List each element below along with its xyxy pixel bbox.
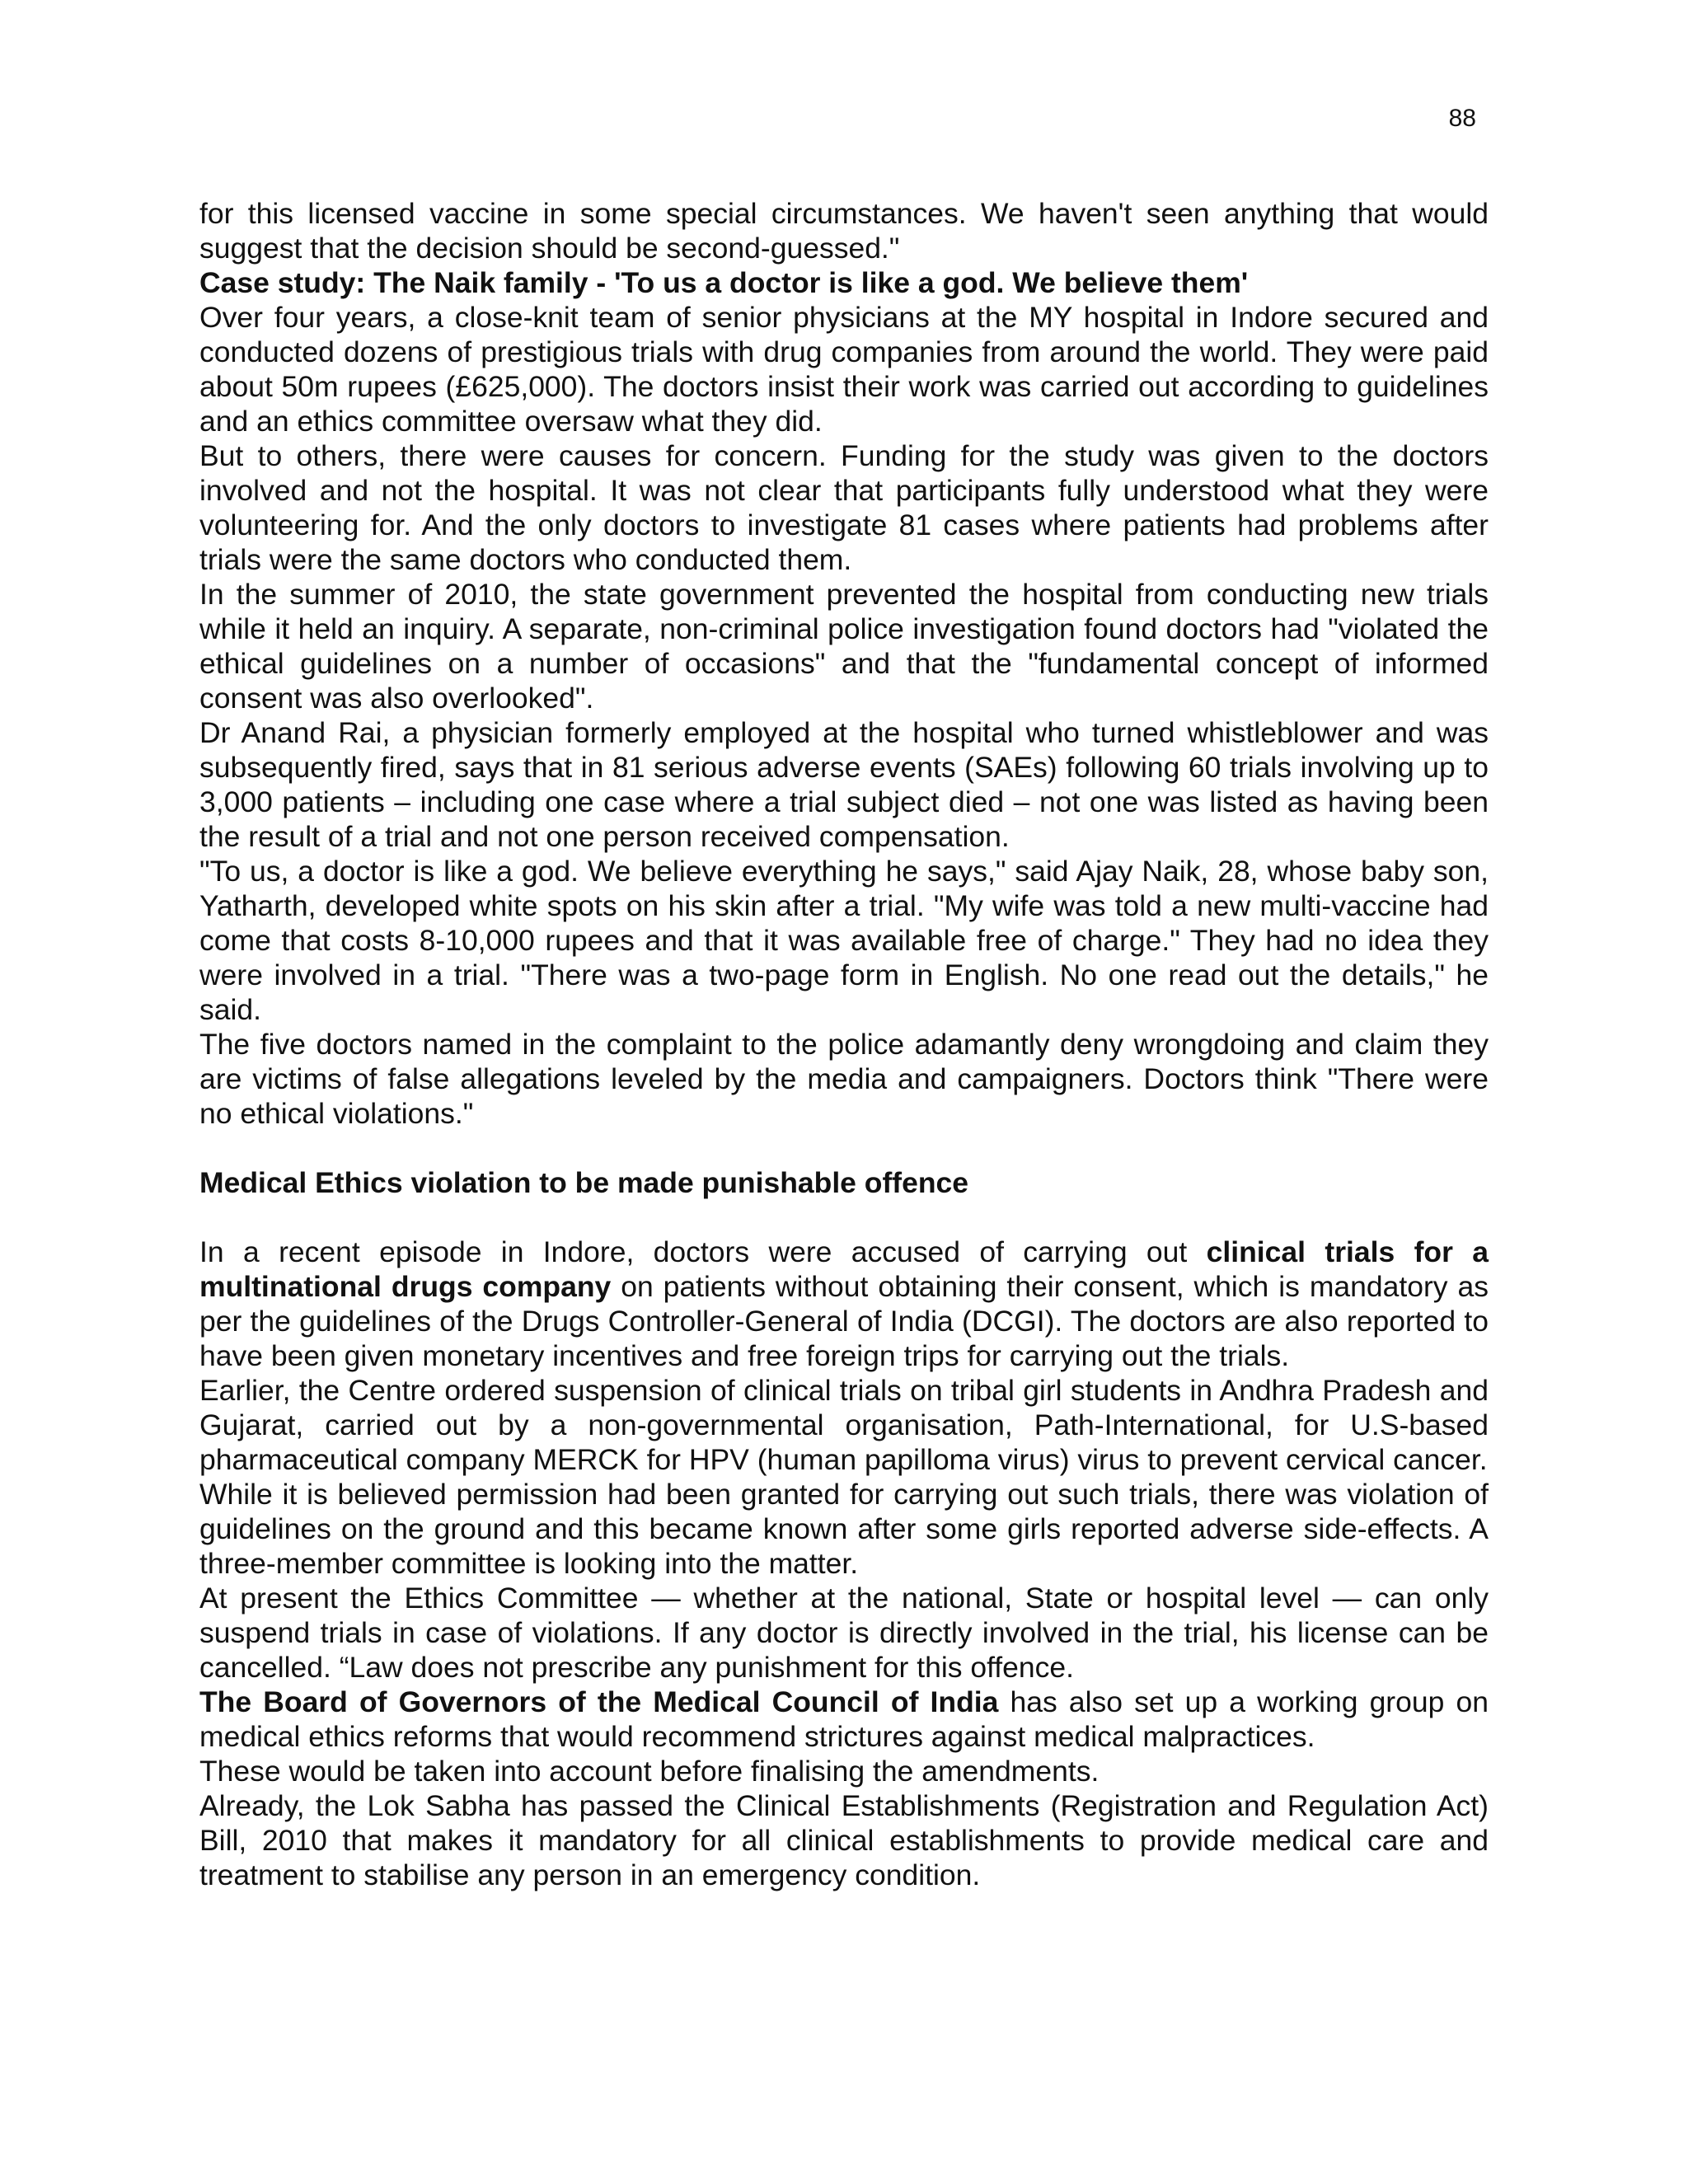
page-number: 88 [1448,105,1476,132]
section-heading: Medical Ethics violation to be made punishable offence [199,1166,969,1199]
ethics-paragraph-6: These would be taken into account before finalising the amendments. [199,1755,1100,1788]
ethics-paragraph-1-bold: clinical trials for a multinational drugs company [199,1235,1489,1303]
ethics-paragraph-5-bold: The Board of Governors of the Medical Council of India [199,1685,999,1718]
case-study-paragraph-5: "To us, a doctor is like a god. We believe everything he says," said Ajay Naik, 28, whose baby son, Yatharth, developed white spots on his skin after a trial. "My wife was told a new multi-vaccine had come that costs 8-10,000 rupees and that it was available free of charge." They had no idea they were involved in a trial. "There was a two-page form in English. No one read out the details," he said. [199,855,1489,1026]
ethics-paragraph-1-end: on patients without obtaining their consent, which is mandatory as per the guidelines of the Drugs Controller-General of India (DCGI). The doctors are also reported to have been given monetary incentives and free foreign trips for carrying out the trials. [199,1270,1489,1372]
intro-paragraph: for this licensed vaccine in some special circumstances. We haven't seen anything that would suggest that the decision should be second-guessed." [199,197,1489,265]
case-study-paragraph-3: In the summer of 2010, the state government prevented the hospital from conducting new trials while it held an inquiry. A separate, non-criminal police investigation found doctors had "violated the ethical guidelines on a number of occasions" and that the "fundamental concept of informed consent was also overlooked". [199,578,1489,715]
case-study-paragraph-4: Dr Anand Rai, a physician formerly employed at the hospital who turned whistleblower and was subsequently fired, says that in 81 serious adverse events (SAEs) following 60 trials involving up to 3,000 patients – including one case where a trial subject died – not one was listed as having been the result of a trial and not one person received compensation. [199,716,1489,853]
case-study-paragraph-2: But to others, there were causes for concern. Funding for the study was given to the doctors involved and not the hospital. It was not clear that participants fully understood what they were volunteering for. And the only doctors to investigate 81 cases where patients had problems after trials were the same doctors who conducted them. [199,439,1489,576]
case-study-paragraph-1: Over four years, a close-knit team of senior physicians at the MY hospital in Indore secured and conducted dozens of prestigious trials with drug companies from around the world. They were paid about 50m rupees (£625,000). The doctors insist their work was carried out according to guidelines and an ethics committee oversaw what they did. [199,301,1489,438]
ethics-paragraph-4: At present the Ethics Committee — whether at the national, State or hospital level — can only suspend trials in case of violations. If any doctor is directly involved in the trial, his license can be cancelled. “Law does not prescribe any punishment for this offence. [199,1582,1489,1684]
ethics-paragraph-2: Earlier, the Centre ordered suspension of clinical trials on tribal girl students in Andhra Pradesh and Gujarat, carried out by a non-governmental organisation, Path-International, for U.S-based pharmaceutical company MERCK for HPV (human papilloma virus) virus to prevent cervical cancer. [199,1374,1489,1476]
ethics-paragraph-5 [199,1685,1489,1754]
ethics-paragraph-3: While it is believed permission had been granted for carrying out such trials, there was violation of guidelines on the ground and this became known after some girls reported adverse side-effects. A three-member committee is looking into the matter. [199,1478,1489,1580]
ethics-paragraph-5-end: has also set up a working group on medical ethics reforms that would recommend strictures against medical malpractices. [199,1685,1489,1753]
ethics-paragraph-1 [199,1235,1489,1373]
section-spacer [199,1200,1489,1235]
section-spacer [199,1131,1489,1165]
case-study-heading: Case study: The Naik family - 'To us a doctor is like a god. We believe them' [199,266,1249,299]
ethics-paragraph-7: Already, the Lok Sabha has passed the Clinical Establishments (Registration and Regulation Act) Bill, 2010 that makes it mandatory for all clinical establishments to provide medical care and treatment to stabilise any person in an emergency condition. [199,1789,1489,1891]
case-study-paragraph-6: The five doctors named in the complaint to the police adamantly deny wrongdoing and claim they are victims of false allegations leveled by the media and campaigners. Doctors think "There were no ethical violations." [199,1028,1489,1130]
ethics-paragraph-1-start: In a recent episode in Indore, doctors were accused of carrying out [199,1235,1207,1268]
document-body [199,196,1489,1892]
